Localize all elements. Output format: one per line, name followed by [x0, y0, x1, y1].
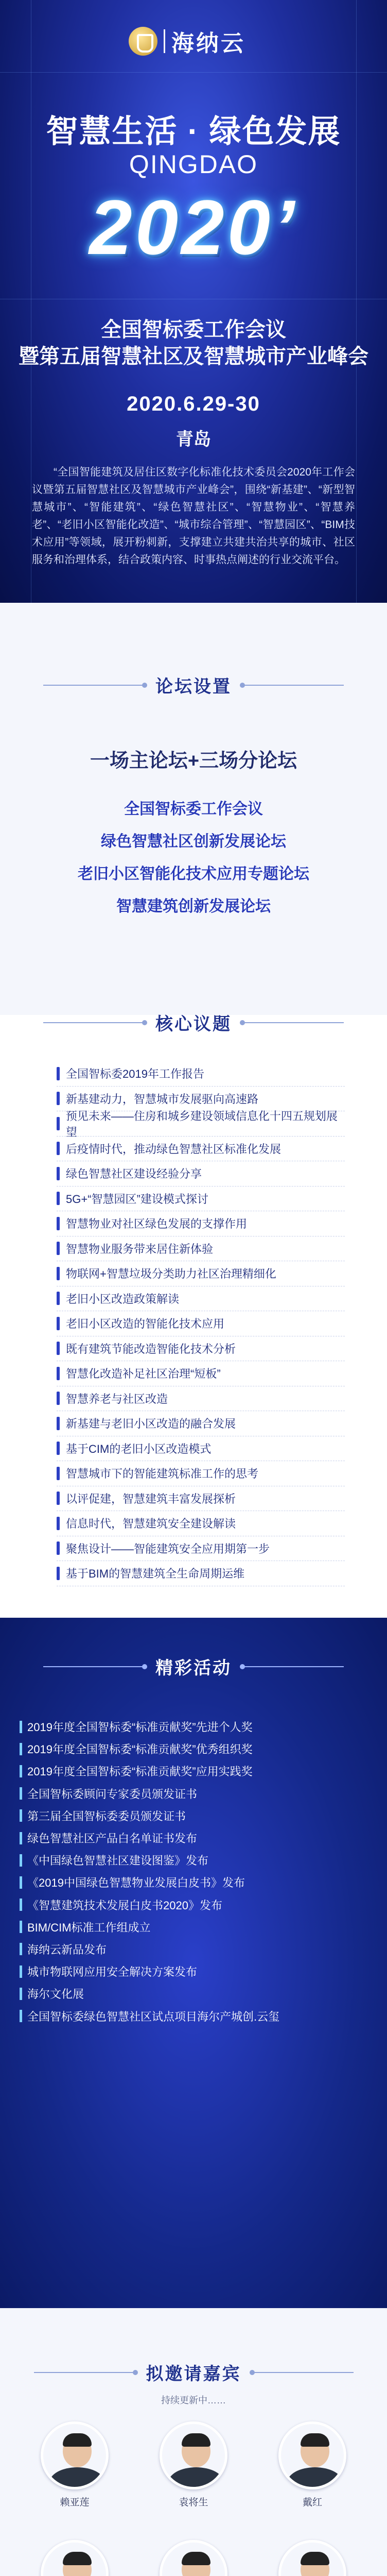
activities-list	[20, 1716, 328, 2027]
speaker-name: 戴红	[302, 2497, 322, 2508]
activities-heading: 精彩活动	[0, 1654, 387, 1679]
agenda-item: 智慧城市下的智能建筑标准工作的思考	[57, 1461, 345, 1486]
agenda-item: 智慧物业对社区绿色发展的支撑作用	[57, 1211, 345, 1236]
agenda-item: 后疫情时代，推动绿色智慧社区标准化发展	[57, 1137, 345, 1162]
speakers-heading: 拟邀请嘉宾	[0, 2360, 387, 2385]
activity-item: 2019年度全国智标委“标准贡献奖”应用实践奖	[20, 1760, 328, 1782]
forum-heading: 论坛设置	[0, 672, 387, 698]
brand-logo-icon	[129, 27, 157, 56]
agenda-item: 以评促建，智慧建筑丰富发展探析	[57, 1486, 345, 1512]
forum-item: 全国智标委工作会议	[124, 801, 263, 818]
hero-year: 2020’	[89, 184, 298, 270]
speaker-card	[269, 2540, 356, 2576]
agenda-item: 预见未来——住房和城乡建设领域信息化十四五规划展望	[57, 1111, 345, 1137]
activity-item: 《智慧建筑技术发展白皮书2020》发布	[20, 1894, 328, 1916]
activity-item: 海纳云新品发布	[20, 1938, 328, 1960]
heading-divider	[43, 1022, 146, 1023]
agenda-list	[57, 1061, 345, 1586]
agenda-heading: 核心议题	[0, 1010, 387, 1035]
heading-divider	[251, 2372, 354, 2373]
activity-item: BIM/CIM标准工作组成立	[20, 1916, 328, 1938]
agenda-item: 老旧小区改造的智能化技术应用	[57, 1311, 345, 1336]
hero-subtitle-1: 全国智标委工作会议	[101, 318, 286, 341]
avatar	[278, 2540, 346, 2576]
event-date: 2020.6.29-30	[127, 393, 260, 415]
speakers-note: 持续更新中……	[161, 2395, 226, 2405]
hero-city: QINGDAO	[129, 150, 258, 179]
heading-divider	[43, 685, 146, 686]
decor-line	[0, 72, 387, 73]
agenda-item: 绿色智慧社区建设经验分享	[57, 1161, 345, 1187]
agenda-item: 物联网+智慧垃圾分类助力社区治理精细化	[57, 1261, 345, 1286]
speaker-card	[150, 2540, 237, 2576]
brand-divider	[164, 29, 165, 53]
brand-name: 海纳云	[171, 31, 245, 56]
agenda-item: 新基建动力，智慧城市发展驱向高速路	[57, 1087, 345, 1112]
avatar	[278, 2421, 346, 2489]
hero-title: 智慧生活 · 绿色发展	[46, 114, 341, 149]
avatar	[160, 2540, 227, 2576]
heading-divider	[34, 2372, 137, 2373]
activity-item: 2019年度全国智标委“标准贡献奖”先进个人奖	[20, 1716, 328, 1738]
speaker-name: 袁将生	[179, 2497, 208, 2508]
heading-divider	[241, 1022, 344, 1023]
agenda-item: 聚焦设计——智能建筑安全应用期第一步	[57, 1536, 345, 1562]
speaker-card	[269, 2421, 356, 2509]
forum-item: 绿色智慧社区创新发展论坛	[101, 833, 286, 850]
activity-item: 《2019中国绿色智慧物业发展白皮书》发布	[20, 1871, 328, 1893]
avatar	[41, 2421, 109, 2489]
agenda-item: 5G+“智慧园区”建设模式探讨	[57, 1187, 345, 1212]
speaker-card	[150, 2421, 237, 2509]
decor-line	[356, 0, 357, 603]
agenda-item: 基于CIM的老旧小区改造模式	[57, 1436, 345, 1462]
activity-item: 2019年度全国智标委“标准贡献奖”优秀组织奖	[20, 1738, 328, 1760]
activity-item: 全国智标委顾问专家委员颁发证书	[20, 1783, 328, 1805]
heading-divider	[43, 1666, 146, 1667]
hero-banner	[0, 0, 387, 603]
activity-item: 第三届全国智标委委员颁发证书	[20, 1805, 328, 1827]
forum-item: 智慧建筑创新发展论坛	[116, 898, 271, 915]
speaker-name: 赖亚莲	[60, 2497, 90, 2508]
avatar	[41, 2540, 109, 2576]
activity-item: 绿色智慧社区产品白名单证书发布	[20, 1827, 328, 1849]
event-place: 青岛	[176, 430, 211, 449]
brand-logo	[129, 26, 245, 57]
agenda-item: 基于BIM的智慧建筑全生命周期运维	[57, 1561, 345, 1586]
intro-paragraph: “全国智能建筑及居住区数字化标准化技术委员会2020年工作会议暨第五届智慧社区及智慧城市产业峰会”，围绕“新基建”、“新型智慧城市”、“智能建筑”、“绿色智慧社区”、“智慧物业”、“智慧养老”、“老旧小区智能化改造”、“城市综合管理”、“智慧园区”、“BIM技术应用”等领域，展开粉刺新，支撑建立共建共治共享的城市、社区服务和治理体系，结合政策内容、时事热点阐述的行业交流平台。	[32, 466, 355, 566]
agenda-item: 全国智标委2019年工作报告	[57, 1061, 345, 1087]
activity-item: 全国智标委绿色智慧社区试点项目海尔产城创.云玺	[20, 2005, 328, 2027]
forum-item: 老旧小区智能化技术应用专题论坛	[78, 866, 309, 883]
heading-divider	[241, 1666, 344, 1667]
activity-item: 海尔文化展	[20, 1982, 328, 2005]
agenda-item: 新基建与老旧小区改造的融合发展	[57, 1411, 345, 1436]
agenda-item: 智慧化改造补足社区治理“短板”	[57, 1361, 345, 1386]
forum-main: 一场主论坛+三场分论坛	[90, 750, 297, 772]
speaker-card	[31, 2540, 118, 2576]
agenda-item: 既有建筑节能改造智能化技术分析	[57, 1336, 345, 1362]
agenda-item: 智慧物业服务带来居住新体验	[57, 1236, 345, 1262]
activity-item: 城市物联网应用安全解决方案发布	[20, 1960, 328, 1982]
agenda-item: 智慧养老与社区改造	[57, 1386, 345, 1412]
agenda-item: 老旧小区改造政策解读	[57, 1286, 345, 1312]
hero-subtitle-2: 暨第五届智慧社区及智慧城市产业峰会	[19, 345, 368, 368]
heading-divider	[241, 685, 344, 686]
activity-item: 《中国绿色智慧社区建设图鉴》发布	[20, 1849, 328, 1871]
avatar	[160, 2421, 227, 2489]
speaker-card	[31, 2421, 118, 2509]
agenda-item: 信息时代，智慧建筑安全建设解读	[57, 1511, 345, 1536]
